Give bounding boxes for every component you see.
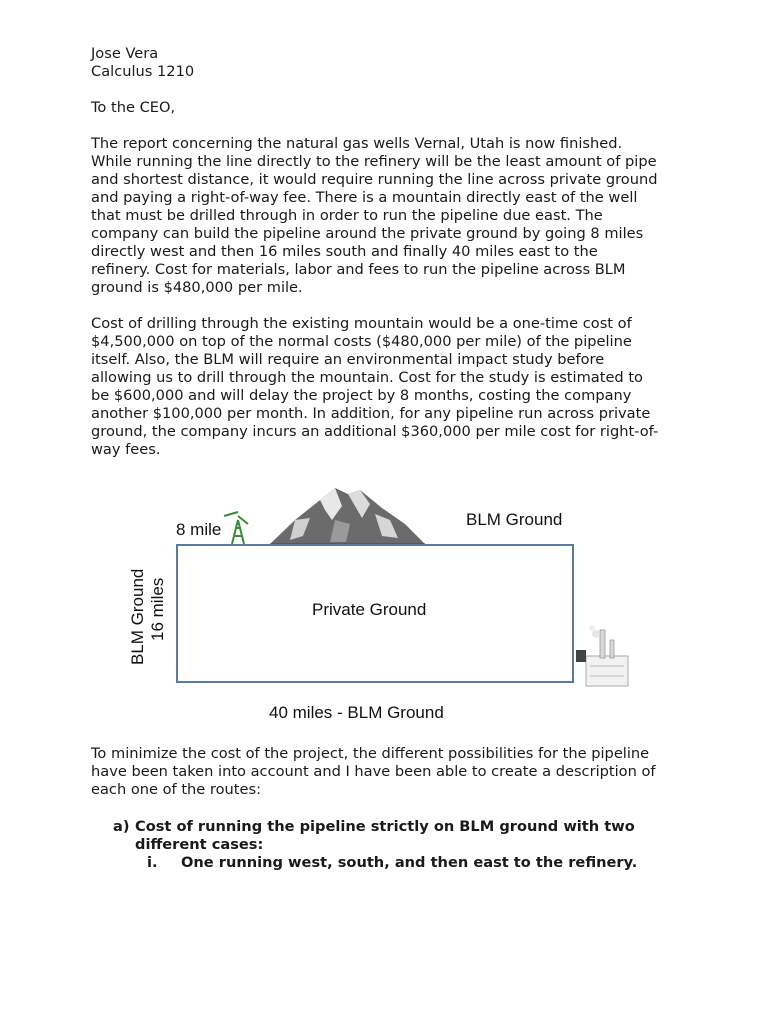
letter-body <box>91 45 691 459</box>
west-ground-label: BLM Ground <box>128 568 147 665</box>
pipeline-diagram <box>120 480 640 730</box>
list-marker: a) <box>113 818 130 835</box>
list-subitem-text: One running west, south, and then east to the refinery. <box>181 854 638 871</box>
paragraph-line: Cost of drilling through the existing mountain would be a one-time cost of <box>91 315 632 332</box>
west-side-labels <box>128 555 168 665</box>
paragraph-line: allowing us to drill through the mountain. Cost for the study is estimated to <box>91 369 643 386</box>
paragraph-line: $4,500,000 on top of the normal costs ($480,000 per mile) of the pipeline <box>91 333 632 350</box>
mountain-ground-label: BLM Ground <box>466 510 563 529</box>
paragraph-line: ground, the company incurs an additional $360,000 per mile cost for right-of- <box>91 423 659 440</box>
private-ground-label: Private Ground <box>312 600 427 619</box>
paragraph-line: The report concerning the natural gas wells Vernal, Utah is now finished. <box>91 135 623 152</box>
paragraph-line: itself. Also, the BLM will require an environmental impact study before <box>91 351 605 368</box>
paragraph-line: directly west and then 16 miles south and finally 40 miles east to the <box>91 243 598 260</box>
paragraph-line: have been taken into account and I have been able to create a description of <box>91 763 656 780</box>
paragraph-line: each one of the routes: <box>91 781 262 798</box>
west-distance-label: 8 mile <box>176 520 222 539</box>
south-route-label: 40 miles - BLM Ground <box>269 703 444 722</box>
gas-well-derrick-icon <box>224 512 248 544</box>
paragraph-line: and shortest distance, it would require running the line across private ground <box>91 171 658 188</box>
mountain-icon <box>270 488 425 544</box>
paragraph-line: way fees. <box>91 441 161 458</box>
list-item-continuation <box>113 836 713 854</box>
list-subitem <box>113 854 713 872</box>
paragraph-line: another $100,000 per month. In addition, for any pipeline run across private <box>91 405 651 422</box>
paragraph-line: and paying a right-of-way fee. There is a mountain directly east of the well <box>91 189 638 206</box>
paragraph-line: While running the line directly to the refinery will be the least amount of pipe <box>91 153 657 170</box>
list-item <box>113 818 713 836</box>
route-list <box>113 818 713 872</box>
paragraph-1 <box>91 135 691 297</box>
course-name: Calculus 1210 <box>91 63 195 80</box>
paragraph-line: refinery. Cost for materials, labor and fees to run the pipeline across BLM <box>91 261 626 278</box>
paragraph-line: To minimize the cost of the project, the different possibilities for the pipeline <box>91 745 650 762</box>
author-name: Jose Vera <box>91 45 159 62</box>
list-item-text: Cost of running the pipeline strictly on BLM ground with two <box>135 818 635 835</box>
paragraph-2 <box>91 315 691 459</box>
paragraph-3 <box>91 745 656 799</box>
paragraph-line: company can build the pipeline around the private ground by going 8 miles <box>91 225 644 242</box>
paragraph-line: that must be drilled through in order to run the pipeline due east. The <box>91 207 603 224</box>
list-item-text: different cases: <box>135 836 264 853</box>
paragraph-line: ground is $480,000 per mile. <box>91 279 303 296</box>
west-distance-miles-label: 16 miles <box>148 577 167 641</box>
salutation: To the CEO, <box>91 99 176 116</box>
paragraph-line: be $600,000 and will delay the project by 8 months, costing the company <box>91 387 632 404</box>
list-marker: i. <box>147 854 158 871</box>
refinery-icon <box>576 625 628 686</box>
